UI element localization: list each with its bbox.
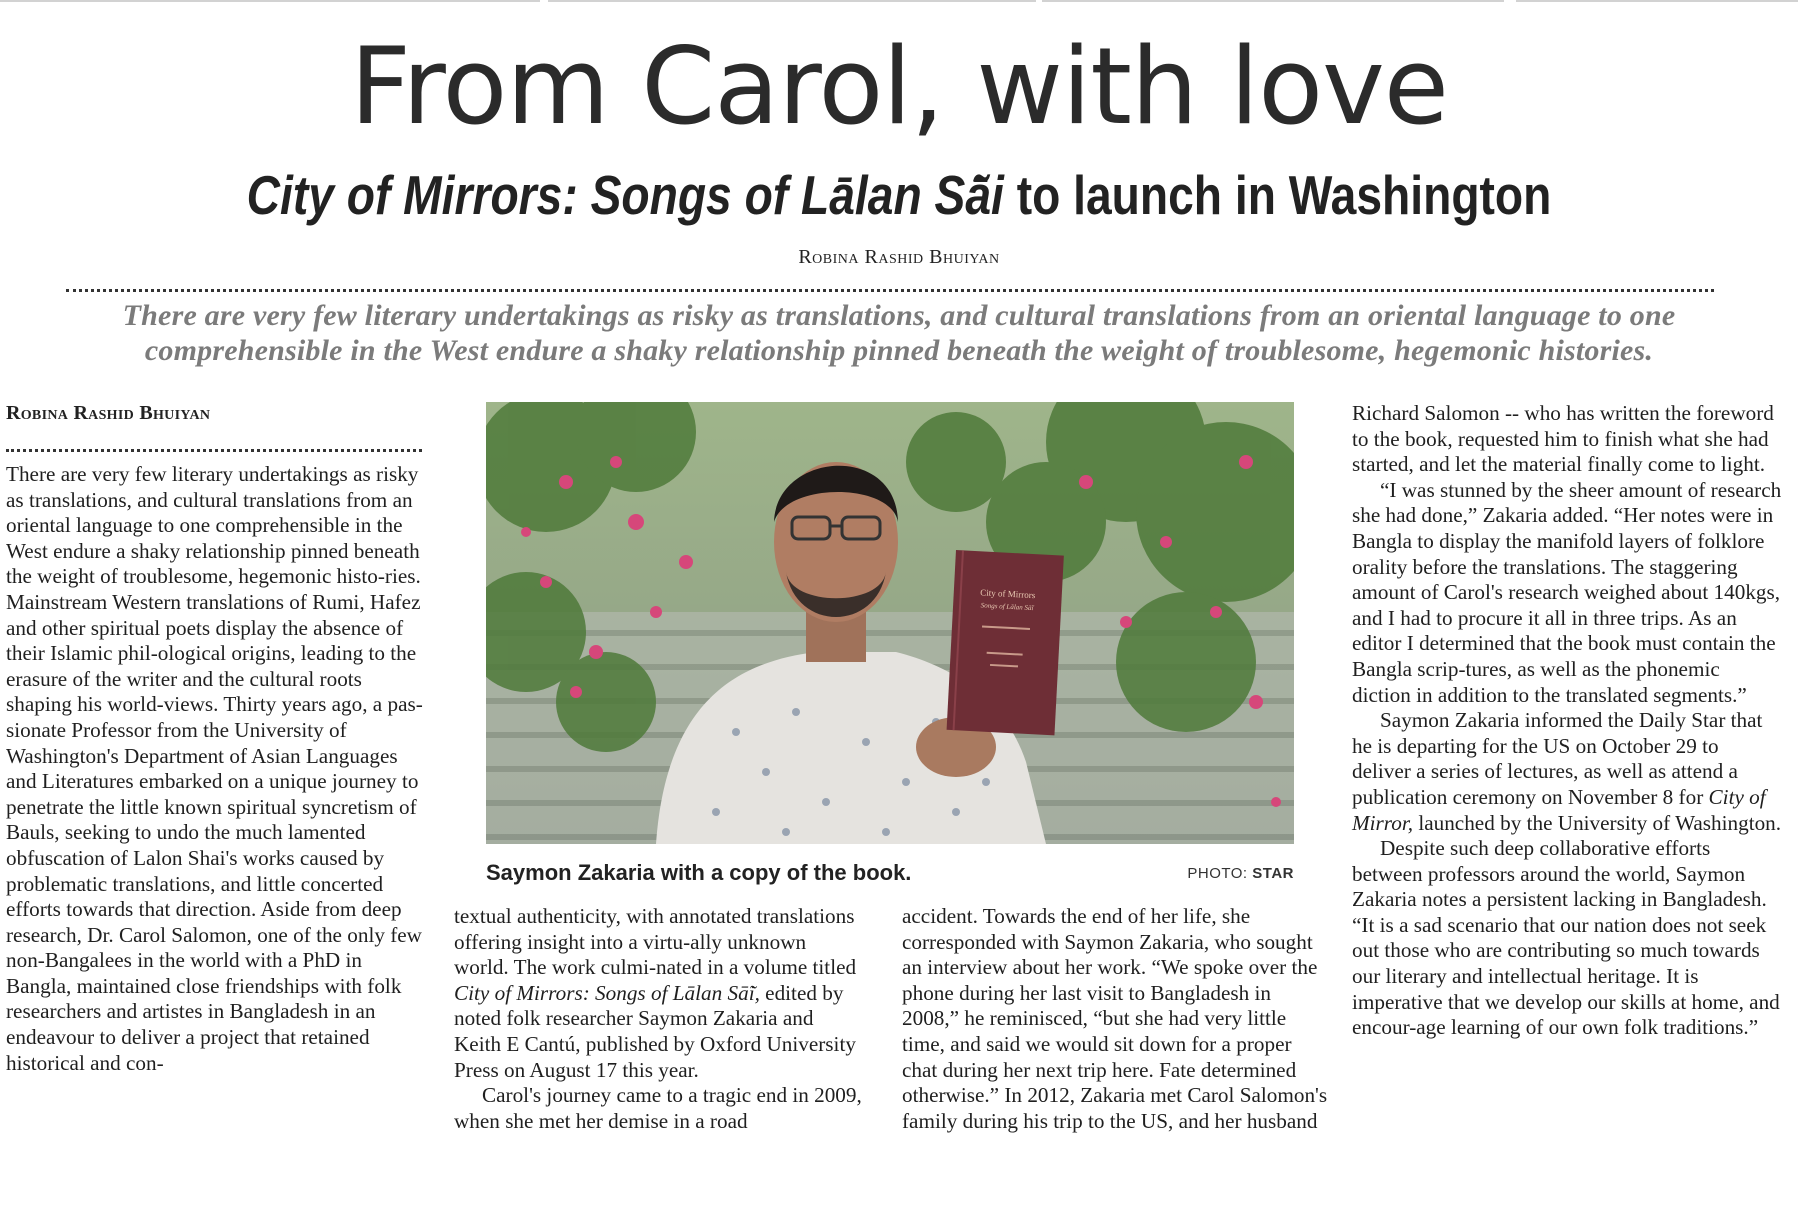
headline: From Carol, with love — [349, 25, 1449, 148]
article-column-4 — [1352, 401, 1782, 1041]
photo-caption-bar — [486, 860, 1294, 890]
article-column-3 — [902, 904, 1330, 1134]
lede: There are very few literary undertakings as risky as translations, and cultural translations from an oriental language to one comprehensible in the West endure a shaky relationship pinned beneath the weight of troublesome, hegemonic histories. — [122, 299, 1676, 367]
book-title: City of Mirrors — [980, 587, 1036, 601]
photo-credit — [1187, 865, 1294, 882]
byline: Robina Rashid Bhuiyan — [798, 246, 1000, 268]
subheadline-rest: to launch in Washington — [1003, 164, 1552, 226]
dotted-divider — [66, 289, 1714, 292]
subheadline-book-title: City of Mirrors: Songs of Lālan Sā̃i — [246, 164, 1004, 226]
paragraph: accident. Towards the end of her life, she corresponded with Saymon Zakaria, who sought an interview about her work. “We spoke over the phone during her last visit to Bangladesh in 2008,” he reminisced, “but she had very little time, and said we would sit down for a proper chat during her next trip here. Fate determined otherwise.” In 2012, Zakaria met Carol Salomon's family during his trip to the US, and her husband — [902, 904, 1328, 1133]
column-byline: Robina Rashid Bhuiyan — [6, 402, 211, 424]
paragraph: “I was stunned by the sheer amount of research she had done,” Zakaria added. “Her notes were in Bangla to display the manifold layers of folklore orality before the translations. The staggering amount of Carol's research weighed about 140kgs, and I had to procure it all in three trips. As an editor I determined that the book must contain the Bangla scrip-tures, as well as the phonemic diction in addition to the translated segments.” — [1352, 477, 1782, 707]
paragraph-text: edited by noted folk researcher Saymon Zakaria and Keith E Cantú, published by Oxford University Press on August 17 this year. — [454, 980, 856, 1082]
paragraph: Carol's journey came to a tragic end in 2009, when she met her demise in a road — [454, 1083, 862, 1133]
paragraph: Despite such deep collaborative efforts between professors around the world, Saymon Zakaria notes a persistent lacking in Bangladesh. “It is a sad scenario that our nation does not seek out those who are contributing so much towards our literary and intellectual heritage. It is imperative that we develop our skills at home, and encour-age learning of our own folk traditions.” — [1352, 836, 1780, 1040]
paragraph: There are very few literary undertakings as risky as translations, and cultural translations from an oriental language to one comprehensible in the West endure a shaky relationship pinned beneath the weight of troublesome, hegemonic histo-ries. Mainstream Western translations of Rumi, Hafez and other spiritual poets display the absence of their Islamic phil-ological origins, leading to the erasure of the writer and the cultural roots shaping his world-views. Thirty years ago, a pas-sionate Professor from the University of Washington's Department of Asian Languages and Literatures embarked on a unique journey to penetrate the little known spiritual syncretism of Bauls, seeking to undo the much lamented obfuscation of Lalon Shai's works caused by problematic translations, and little concerted efforts towards that direction. Aside from deep research, Dr. Carol Salomon, one of the only few non-Bangalees in the world with a PhD in Bangla, maintained close friendships with folk researchers and artistes in Bangladesh in an endeavour to deliver a project that retained historical and con- — [6, 462, 423, 1075]
article-column-1 — [6, 462, 426, 1076]
article-photo — [486, 402, 1294, 844]
paragraph-text: textual authenticity, with annotated translations offering insight into a virtu-ally unknown world. The work culmi-nated in a volume titled — [454, 904, 857, 980]
photo-illustration — [486, 402, 1294, 844]
paragraph: Richard Salomon -- who has written the foreword to the book, requested him to finish what she had started, and let the material finally come to light. — [1352, 401, 1774, 477]
book — [947, 550, 1064, 735]
top-rule — [0, 0, 1798, 3]
photo-caption: Saymon Zakaria with a copy of the book. — [486, 860, 912, 885]
book-title-inline: City of Mirror, — [1352, 784, 1766, 835]
article-column-2 — [454, 904, 864, 1134]
paragraph-text: launched by the University of Washington. — [1413, 810, 1782, 835]
photo-credit-source: STAR — [1252, 865, 1294, 882]
paragraph — [454, 904, 864, 1083]
book-title-inline: City of Mirrors: Songs of Lālan Sā̃i, — [454, 980, 760, 1005]
photo-credit-label: PHOTO: — [1187, 865, 1248, 882]
subheadline — [144, 160, 1654, 230]
column-dotted-divider — [6, 449, 422, 452]
paragraph-text: Saymon Zakaria informed the Daily Star that he is departing for the US on October 29 to deliver a series of lectures, as well as attend a publication ceremony on November 8 for — [1352, 708, 1763, 809]
book-subtitle: Songs of Lālan Sā̃i — [980, 601, 1034, 613]
paragraph — [1352, 708, 1782, 836]
